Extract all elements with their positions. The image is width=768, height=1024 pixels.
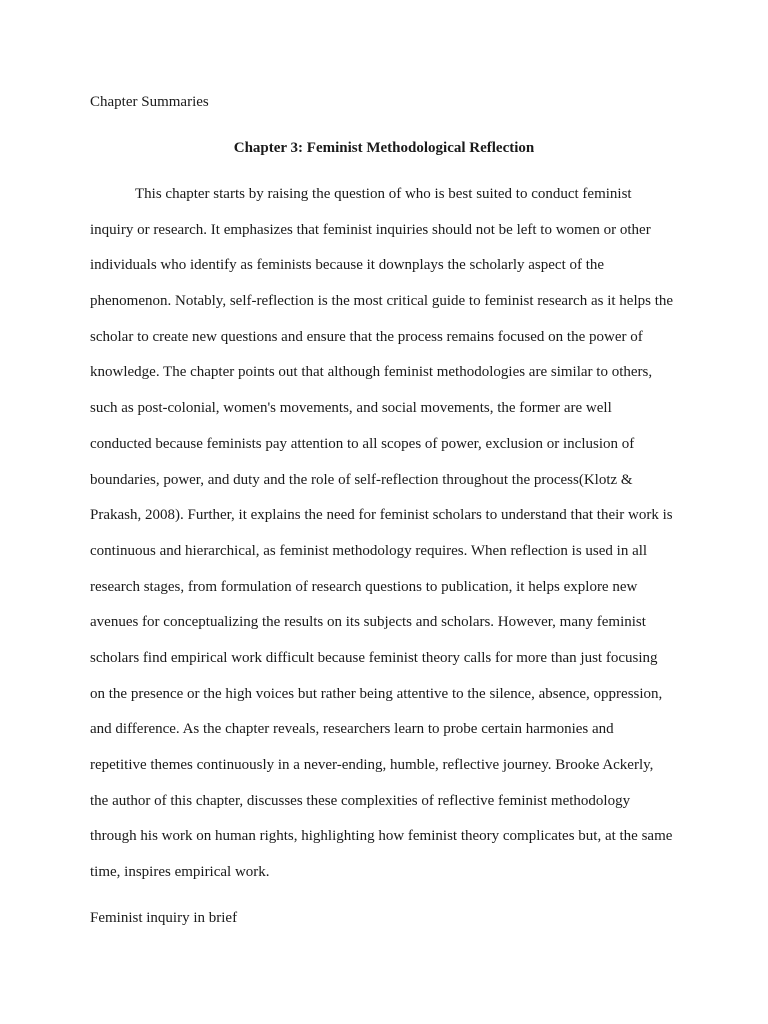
paragraph-line: continuous and hierarchical, as feminist methodology requires. When reflection is used in all: [90, 542, 648, 559]
paragraph-line: such as post-colonial, women's movements, and social movements, the former are well: [90, 400, 612, 417]
paragraph-line: boundaries, power, and duty and the role of self-reflection throughout the process(Klotz &: [90, 471, 633, 488]
paragraph-line: conducted because feminists pay attention to all scopes of power, exclusion or inclusion of: [90, 435, 635, 452]
paragraph-line: individuals who identify as feminists because it downplays the scholarly aspect of the: [90, 257, 605, 274]
paragraph-line: repetitive themes continuously in a never-ending, humble, reflective journey. Brooke Ackerly,: [90, 757, 654, 773]
chapter-paragraph: [90, 183, 685, 897]
paragraph-line: scholars find empirical work difficult because feminist theory calls for more than just focusing: [90, 649, 658, 666]
section-subheading: Feminist inquiry in brief: [90, 910, 238, 926]
paragraph-line: and difference. As the chapter reveals, researchers learn to probe certain harmonies and: [90, 721, 614, 738]
paragraph-line: scholar to create new questions and ensure that the process remains focused on the power of: [90, 328, 643, 345]
paragraph-line: knowledge. The chapter points out that although feminist methodologies are similar to others,: [90, 364, 653, 381]
paragraph-line: time, inspires empirical work.: [90, 864, 270, 881]
paragraph-line: on the presence or the high voices but rather being attentive to the silence, absence, oppression,: [90, 685, 663, 702]
chapter-title: Chapter 3: Feminist Methodological Reflection: [233, 140, 535, 156]
paragraph-line: research stages, from formulation of research questions to publication, it helps explore new: [90, 578, 638, 595]
paragraph-line: Prakash, 2008). Further, it explains the need for feminist scholars to understand that their work is: [90, 507, 673, 524]
running-head: Chapter Summaries: [90, 94, 209, 110]
paragraph-line: This chapter starts by raising the question of who is best suited to conduct feminist: [135, 186, 632, 202]
paragraph-line: inquiry or research. It emphasizes that feminist inquiries should not be left to women or other: [90, 221, 651, 238]
paragraph-line: avenues for conceptualizing the results on its subjects and scholars. However, many feminist: [90, 614, 646, 631]
paragraph-line: the author of this chapter, discusses these complexities of reflective feminist methodology: [90, 792, 631, 809]
paragraph-line: phenomenon. Notably, self-reflection is the most critical guide to feminist research as it helps the: [90, 293, 674, 310]
paragraph-line: through his work on human rights, highlighting how feminist theory complicates but, at the same: [90, 828, 673, 845]
